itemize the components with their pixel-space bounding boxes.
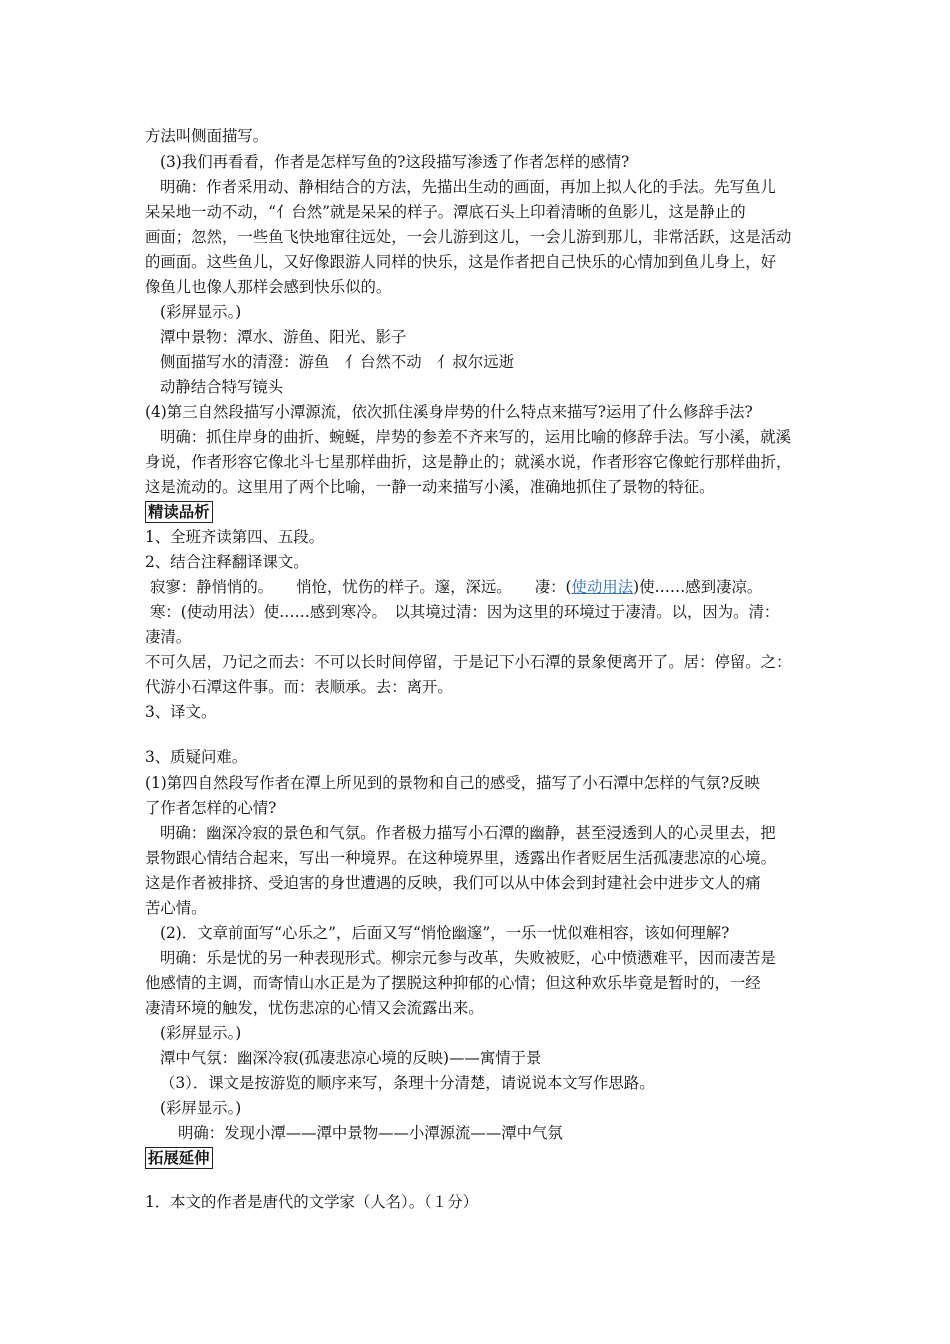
- text-line: 明确：乐是忧的另一种表现形式。柳宗元参与改革，失败被贬，心中愤懑难平，因而凄苦是: [160, 949, 776, 967]
- text-line: (彩屏显示。): [160, 303, 242, 321]
- text-line: 明确：作者采用动、静相结合的方法，先描出生动的画面，再加上拟人化的手法。先写鱼儿: [160, 178, 776, 196]
- text-line: 像鱼儿也像人那样会感到快乐似的。: [145, 278, 392, 296]
- text-line: 了作者怎样的心情?: [145, 799, 277, 817]
- question-2: (2)．文章前面写“心乐之”，后面又写“悄怆幽邃”，一乐一忧似难相容，该如何理解?: [160, 924, 730, 942]
- text-line: 的画面。这些鱼儿，又好像跟游人同样的快乐，这是作者把自己快乐的心情加到鱼儿身上，好: [145, 253, 777, 271]
- text-line: 方法叫侧面描写。: [145, 127, 269, 145]
- text-line: (彩屏显示。): [160, 1099, 242, 1117]
- text-line: 潭中气氛：幽深冷寂(孤凄悲凉心境的反映)——寓情于景: [160, 1049, 542, 1067]
- text-line: [150, 574, 822, 600]
- text-line: 苦心情。: [145, 899, 207, 917]
- text-line: 寒：(使动用法）使……感到寒冷。 以其境过清：因为这里的环境过于凄清。以，因为。清：: [150, 603, 780, 621]
- text-line: 侧面描写水的清澄：游鱼 亻台然不动 亻叔尔远逝: [160, 353, 514, 371]
- section-heading-label: 精读品析: [145, 501, 213, 523]
- text-line: 代游小石潭这件事。而：表顺承。去：离开。: [145, 678, 453, 696]
- text-line: (彩屏显示。): [160, 1024, 242, 1042]
- text-line: 3、质疑问难。: [145, 748, 248, 766]
- section-heading-tuozhan: [145, 1145, 817, 1171]
- text-line: 画面；忽然，一些鱼飞快地窜往远处，一会儿游到这儿，一会儿游到那儿，非常活跃，这是活动: [145, 228, 792, 246]
- text-line: 身说，作者形容它像北斗七星那样曲折，这是静止的；就溪水说，作者形容它像蛇行那样曲折，: [145, 453, 792, 471]
- question-4: (4)第三自然段描写小潭源流，依次抓住溪身岸势的什么特点来描写?运用了什么修辞手法?: [145, 403, 753, 421]
- text-line: 潭中景物：潭水、游鱼、阳光、影子: [160, 328, 407, 346]
- exercise-1: 1．本文的作者是唐代的文学家（人名）。（１分）: [145, 1193, 478, 1211]
- text-line: 2、结合注释翻译课文。: [145, 553, 309, 571]
- text-line: 动静结合特写镜头: [160, 378, 284, 396]
- question-1: (1)第四自然段写作者在潭上所见到的景物和自己的感受，描写了小石潭中怎样的气氛?反映: [145, 774, 760, 792]
- question-3: (3)我们再看看，作者是怎样写鱼的?这段描写渗透了作者怎样的感情?: [160, 153, 630, 171]
- usage-link[interactable]: 使动用法: [571, 578, 634, 596]
- text-line: 这是作者被排挤、受迫害的身世遭遇的反映，我们可以从中体会到封建社会中进步文人的痛: [145, 874, 761, 892]
- text-line: 不可久居，乃记之而去：不可以长时间停留，于是记下小石潭的景象便离开了。居：停留。之：: [145, 653, 792, 671]
- text-line: 明确：抓住岸身的曲折、蜿蜒，岸势的参差不齐来写的，运用比喻的修辞手法。写小溪，就溪: [160, 428, 792, 446]
- text-fragment: )使……感到凄凉。: [633, 578, 763, 596]
- section-heading-jingdu: [145, 499, 817, 525]
- text-line: 3、译文。: [145, 703, 217, 721]
- section-heading-label: 拓展延伸: [145, 1147, 213, 1169]
- text-line: 这是流动的。这里用了两个比喻，一静一动来描写小溪，准确地抓住了景物的特征。: [145, 478, 715, 496]
- text-line: 凄清环境的触发，忧伤悲凉的心情又会流露出来。: [145, 999, 484, 1017]
- text-line: 凄清。: [145, 628, 192, 646]
- text-line: 景物跟心情结合起来，写出一种境界。在这种境界里，透露出作者贬居生活孤凄悲凉的心境。: [145, 849, 777, 867]
- text-line: 明确：幽深冷寂的景色和气氛。作者极力描写小石潭的幽静，甚至浸透到人的心灵里去，把: [160, 824, 776, 842]
- text-line: 1、全班齐读第四、五段。: [145, 528, 325, 546]
- text-line: 呆呆地一动不动，“亻台然”就是呆呆的样子。潭底石头上印着清晰的鱼影儿，这是静止的: [145, 203, 746, 221]
- question-3b: （3）．课文是按游览的顺序来写，条理十分清楚，请说说本文写作思路。: [160, 1074, 655, 1092]
- text-line: 明确：发现小潭——潭中景物——小潭源流——潭中气氛: [178, 1124, 563, 1142]
- text-line: 他感情的主调，而寄情山水正是为了摆脱这种抑郁的心情；但这种欢乐毕竟是暂时的，一经: [145, 974, 761, 992]
- text-fragment: 寂寥：静悄悄的。 悄怆，忧伤的样子。邃，深远。 凄：(: [150, 578, 572, 596]
